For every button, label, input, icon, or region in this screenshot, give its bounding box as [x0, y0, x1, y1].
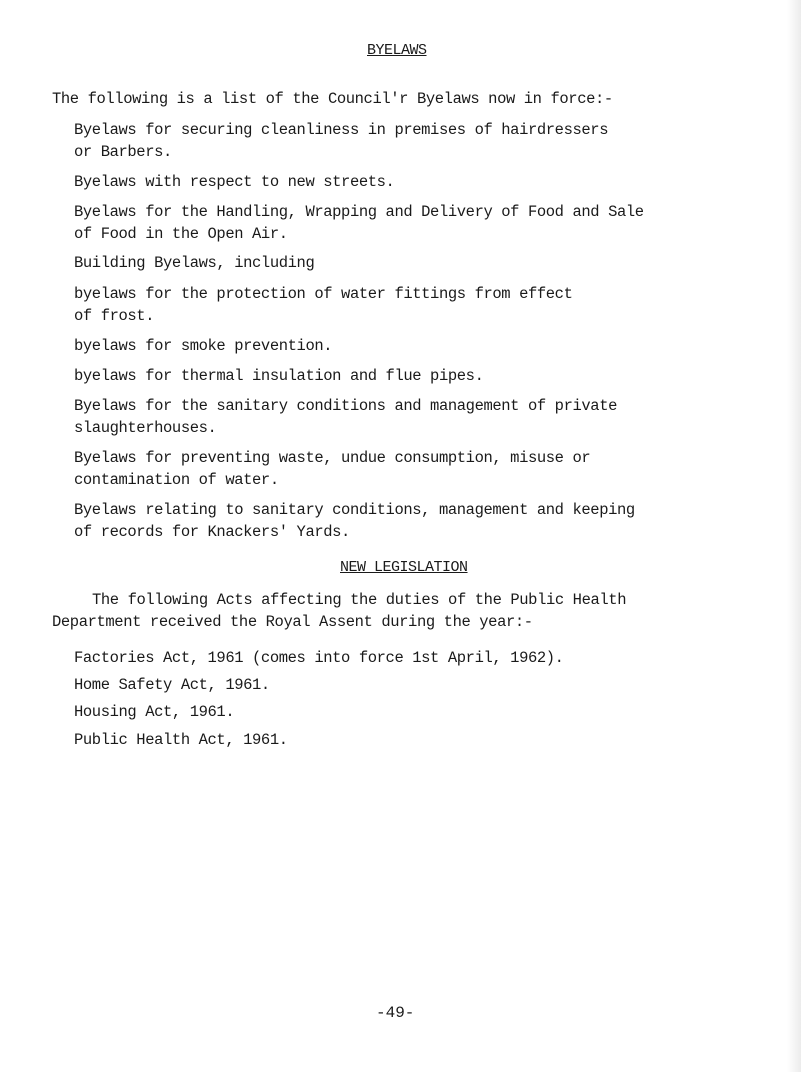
page-number: -49- [376, 1004, 415, 1022]
byelaw-item-5-line-1: byelaws for the protection of water fittings from effect [74, 285, 573, 303]
byelaw-item-10-line-1: Byelaws relating to sanitary conditions, management and keeping [74, 501, 635, 519]
byelaw-item-1-line-1: Byelaws for securing cleanliness in premises of hairdressers [74, 121, 609, 139]
legislation-intro-line-2: Department received the Royal Assent during the year:- [52, 613, 533, 631]
act-item-3: Housing Act, 1961. [74, 703, 235, 721]
byelaw-item-4: Building Byelaws, including [74, 254, 315, 272]
byelaw-item-6: byelaws for smoke prevention. [74, 337, 333, 355]
legislation-intro-line-1: The following Acts affecting the duties of the Public Health [92, 591, 627, 609]
new-legislation-heading: NEW LEGISLATION [340, 559, 468, 576]
byelaw-item-9-line-1: Byelaws for preventing waste, undue consumption, misuse or [74, 449, 591, 467]
byelaw-item-9-line-2: contamination of water. [74, 471, 279, 489]
act-item-1: Factories Act, 1961 (comes into force 1st April, 1962). [74, 649, 564, 667]
byelaw-item-8-line-1: Byelaws for the sanitary conditions and management of private [74, 397, 617, 415]
byelaw-item-3-line-2: of Food in the Open Air. [74, 225, 288, 243]
byelaw-item-10-line-2: of records for Knackers' Yards. [74, 523, 350, 541]
page-edge-shadow [787, 0, 801, 1072]
byelaw-item-3-line-1: Byelaws for the Handling, Wrapping and Delivery of Food and Sale [74, 203, 644, 221]
act-item-2: Home Safety Act, 1961. [74, 676, 270, 694]
act-item-4: Public Health Act, 1961. [74, 731, 288, 749]
intro-text: The following is a list of the Council'r Byelaws now in force:- [52, 90, 613, 108]
byelaw-item-2: Byelaws with respect to new streets. [74, 173, 395, 191]
page-title: BYELAWS [367, 42, 427, 59]
byelaw-item-5-line-2: of frost. [74, 307, 155, 325]
byelaw-item-8-line-2: slaughterhouses. [74, 419, 217, 437]
byelaw-item-1-line-2: or Barbers. [74, 143, 172, 161]
byelaw-item-7: byelaws for thermal insulation and flue pipes. [74, 367, 484, 385]
